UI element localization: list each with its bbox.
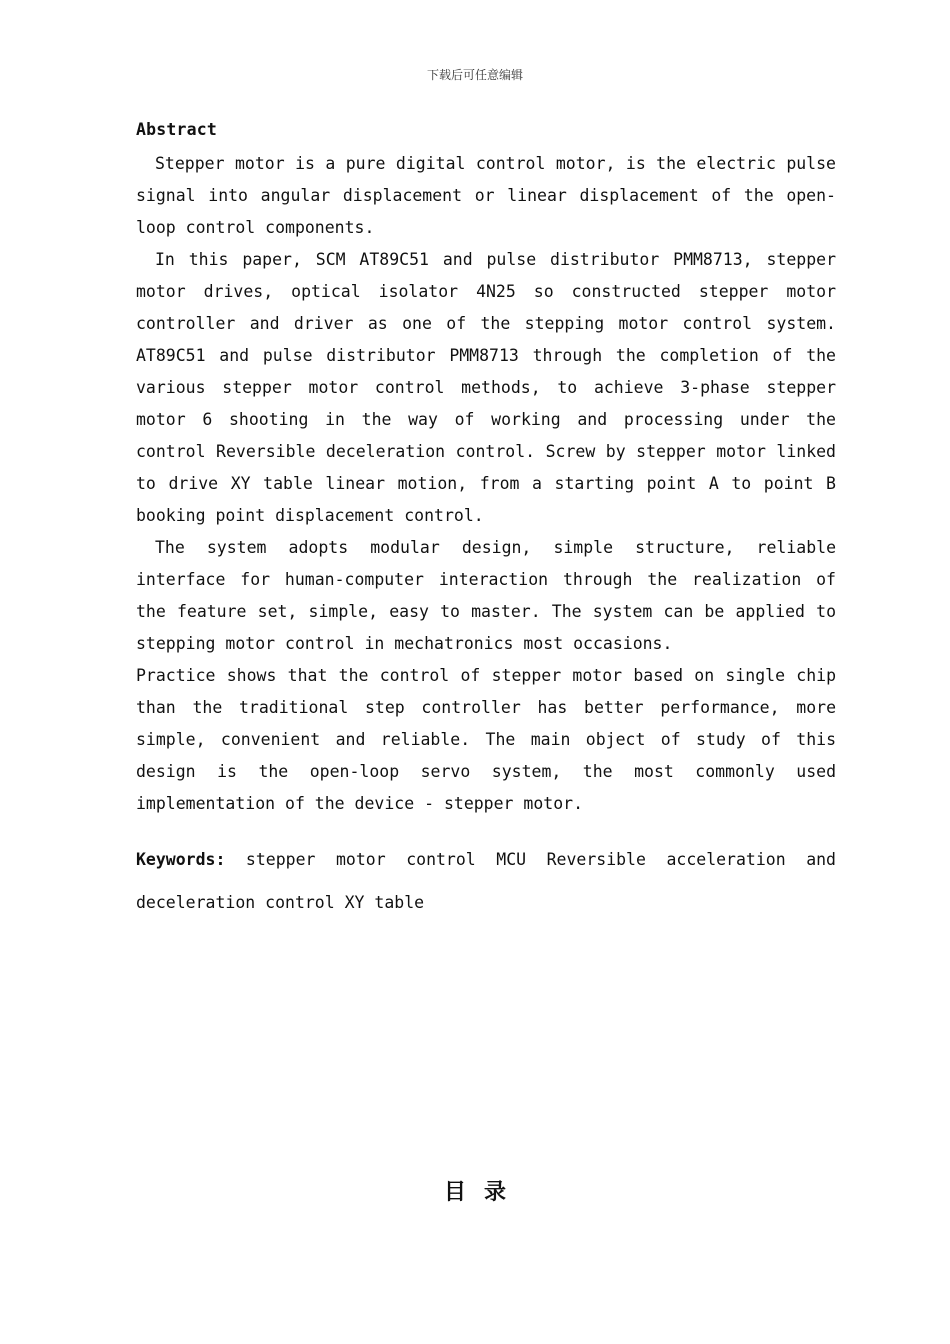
abstract-paragraph-2: In this paper, SCM AT89C51 and pulse distributor PMM8713, stepper motor drives, optical isolator 4N25 so constructed stepper motor controller and driver as one of the stepping motor control system. AT89C51 and pulse distributor PMM8713 through the completion of the various stepper motor control methods, to achieve 3-phase stepper motor 6 shooting in the way of working and processing under the control Reversible deceleration control. Screw by stepper motor linked to drive XY table linear motion, from a starting point A to point B booking point displacement control. [136,250,836,525]
keywords-section [136,838,836,924]
abstract-body [136,148,836,820]
toc-title: 目录 [443,1180,524,1205]
abstract-paragraph-1: Stepper motor is a pure digital control motor, is the electric pulse signal into angular displacement or linear displacement of the open-loop control components. [136,154,836,237]
abstract-paragraph-3: The system adopts modular design, simple structure, reliable interface for human-computer interaction through the realization of the feature set, simple, easy to master. The system can be applied to stepping motor control in mechatronics most occasions. [136,538,836,653]
keywords-text: stepper motor control MCU Reversible acceleration and deceleration control XY table [136,850,836,912]
abstract-heading: Abstract [136,120,218,139]
page-header: 下载后可任意编辑 [426,68,523,82]
abstract-paragraph-4: Practice shows that the control of stepper motor based on single chip than the traditional step controller has better performance, more simple, convenient and reliable. The main object of study of this design is the open-loop servo system, the most commonly used implementation of the device - stepper motor. [136,666,836,813]
keywords-label: Keywords: [136,850,226,869]
